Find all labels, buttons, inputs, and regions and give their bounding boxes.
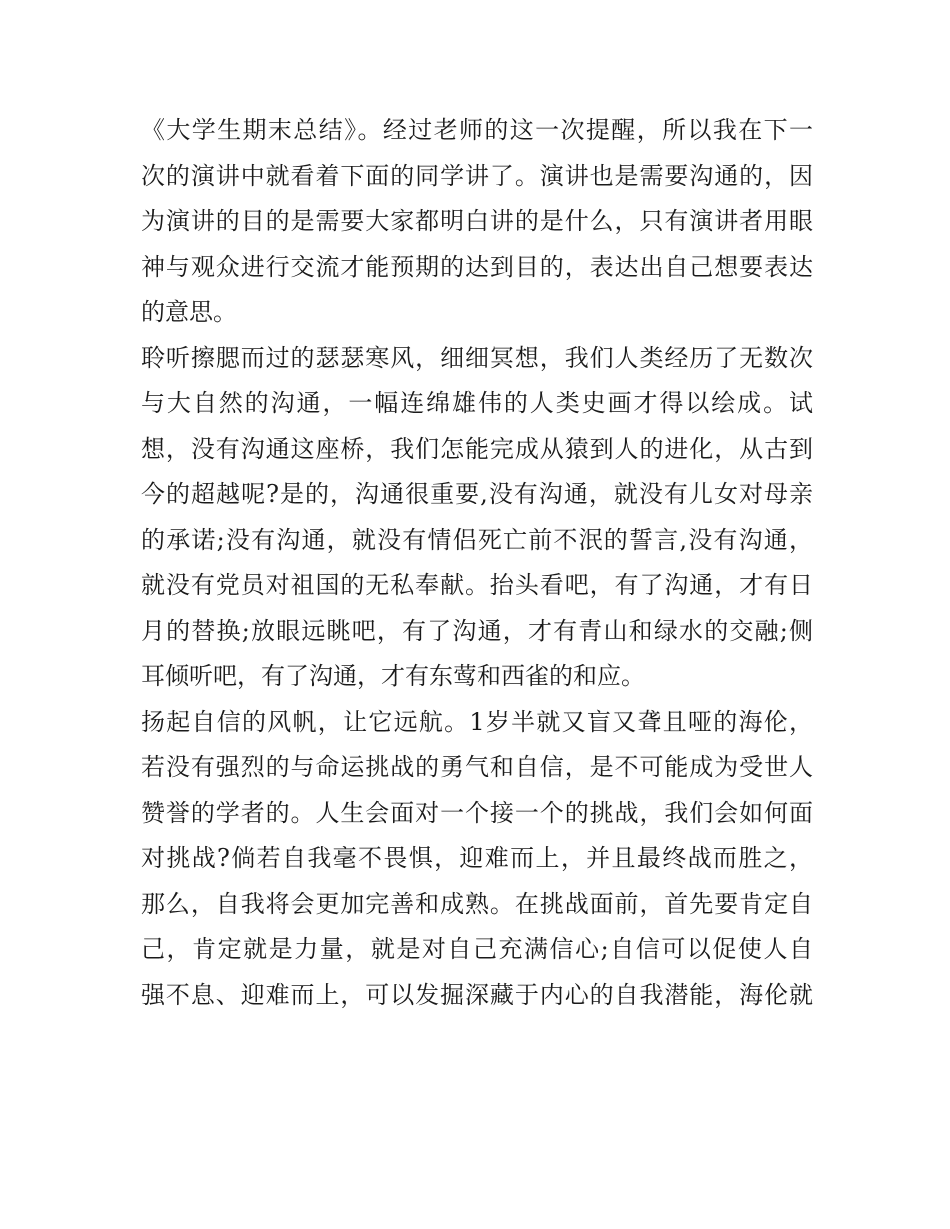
text-line: 月的替换;放眼远眺吧，有了沟通，才有青山和绿水的交融;侧 bbox=[141, 616, 813, 645]
text-line: 强不息、迎难而上，可以发掘深藏于内心的自我潜能，海伦就 bbox=[141, 980, 813, 1009]
text-line: 对挑战?倘若自我毫不畏惧，迎难而上，并且最终战而胜之， bbox=[141, 844, 813, 872]
text-line: 聆听擦腮而过的瑟瑟寒风，细细冥想，我们人类经历了无数次 bbox=[141, 343, 813, 372]
text-line: 扬起自信的风帆，让它远航。1岁半就又盲又聋且哑的海伦， bbox=[141, 707, 813, 736]
text-line: 己，肯定就是力量，就是对自己充满信心;自信可以促使人自 bbox=[141, 935, 813, 963]
text-line: 《大学生期末总结》。经过老师的这一次提醒，所以我在下一 bbox=[141, 116, 813, 144]
document-body bbox=[141, 108, 813, 1018]
text-line: 耳倾听吧，有了沟通，才有东莺和西雀的和应。 bbox=[141, 662, 645, 690]
text-line: 神与观众进行交流才能预期的达到目的，表达出自己想要表达 bbox=[141, 252, 813, 281]
text-line: 为演讲的目的是需要大家都明白讲的是什么，只有演讲者用眼 bbox=[141, 207, 813, 235]
paragraph-3 bbox=[141, 700, 813, 1019]
text-line: 的承诺;没有沟通，就没有情侣死亡前不泯的誓言,没有沟通， bbox=[141, 525, 813, 554]
paragraph-1 bbox=[141, 108, 813, 336]
text-line: 若没有强烈的与命运挑战的勇气和自信，是不可能成为受世人 bbox=[141, 753, 813, 781]
paragraph-2 bbox=[141, 336, 813, 700]
text-line: 想，没有沟通这座桥，我们怎能完成从猿到人的进化，从古到 bbox=[141, 434, 813, 463]
text-line: 次的演讲中就看着下面的同学讲了。演讲也是需要沟通的，因 bbox=[141, 161, 813, 190]
text-line: 那么，自我将会更加完善和成熟。在挑战面前，首先要肯定自 bbox=[141, 889, 813, 918]
text-line: 与大自然的沟通，一幅连绵雄伟的人类史画才得以绘成。试 bbox=[141, 389, 813, 417]
text-line: 的意思。 bbox=[141, 298, 237, 326]
text-line: 赞誉的学者的。人生会面对一个接一个的挑战，我们会如何面 bbox=[141, 798, 813, 827]
text-line: 今的超越呢?是的，沟通很重要,没有沟通，就没有儿女对母亲 bbox=[141, 480, 813, 508]
text-line: 就没有党员对祖国的无私奉献。抬头看吧，有了沟通，才有日 bbox=[141, 571, 813, 599]
